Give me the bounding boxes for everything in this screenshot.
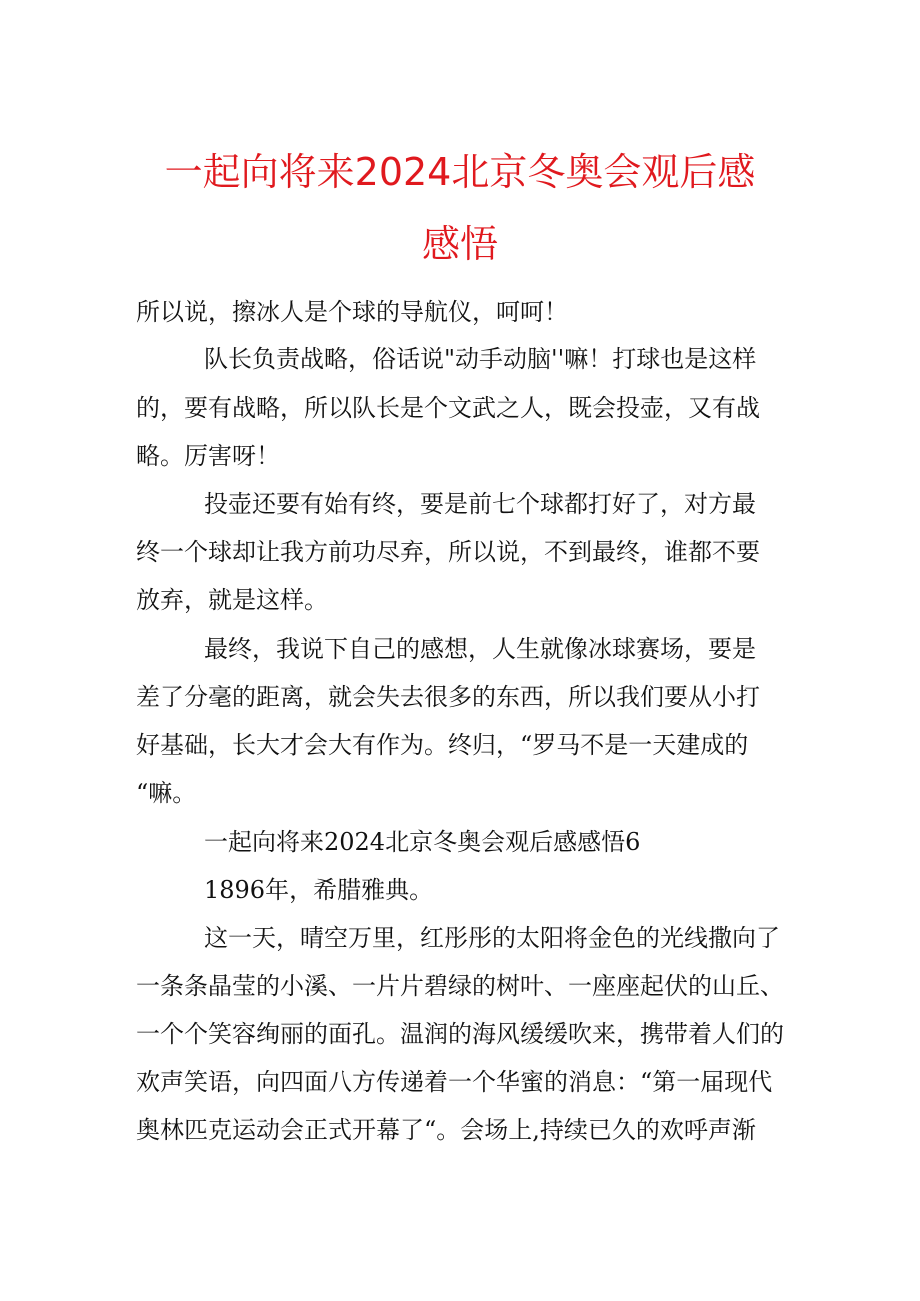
body-line-15: 一个个笑容绚丽的面孔。温润的海风缓缓吹来，携带着人们的: [136, 1020, 784, 1048]
body-line-2: 队长负责战略，俗话说"动手动脑''嘛！打球也是这样: [204, 345, 757, 373]
body-line-11: “嘛。: [136, 779, 197, 807]
body-line-9: 差了分毫的距离，就会失去很多的东西，所以我们要从小打: [136, 683, 760, 711]
body-line-3: 的，要有战略，所以队长是个文武之人，既会投壶，又有战: [136, 394, 760, 422]
body-line-13: 这一天，晴空万里，红彤彤的太阳将金色的光线撒向了: [204, 924, 780, 952]
body-line-16: 欢声笑语，向四面八方传递着一个华蜜的消息：“第一届现代: [136, 1068, 773, 1096]
body-line-12: 1896年，希腊雅典。: [204, 876, 434, 904]
body-line-8: 最终，我说下自己的感想，人生就像冰球赛场，要是: [204, 635, 756, 663]
body-line-7: 放弃，就是这样。: [136, 586, 328, 614]
body-line-5: 投壶还要有始有终，要是前七个球都打好了，对方最: [204, 490, 756, 518]
body-line-14: 一条条晶莹的小溪、一片片碧绿的树叶、一座座起伏的山丘、: [136, 972, 784, 1000]
document-title-line-2: 感悟: [421, 222, 498, 266]
section-heading: 一起向将来2024北京冬奥会观后感感悟6: [204, 828, 641, 856]
body-line-4: 略。厉害呀！: [136, 442, 280, 470]
body-line-6: 终一个球却让我方前功尽弃，所以说，不到最终，谁都不要: [136, 538, 760, 566]
body-line-17: 奥林匹克运动会正式开幕了“。会场上,持续已久的欢呼声渐: [136, 1116, 756, 1144]
document-title-line-1: 一起向将来2024北京冬奥会观后感: [164, 150, 756, 194]
body-line-10: 好基础，长大才会大有作为。终归，“罗马不是一天建成的: [136, 731, 749, 759]
body-line-1: 所以说，擦冰人是个球的导航仪，呵呵！: [136, 298, 568, 326]
